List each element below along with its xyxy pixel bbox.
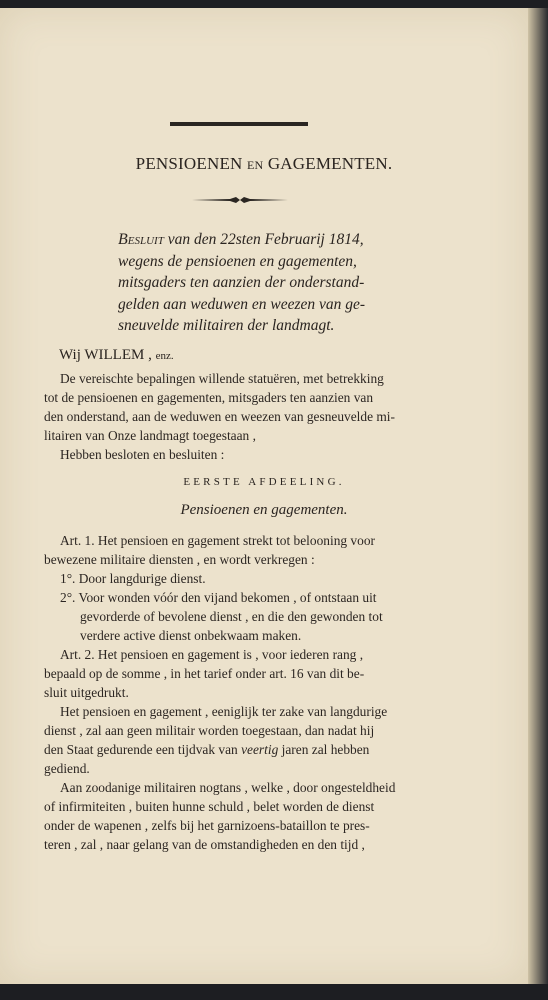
text-line: of infirmiteiten , buiten hunne schuld , belet worden de dienst — [44, 799, 375, 814]
paragraph-4 — [44, 778, 444, 854]
text-fragment: den Staat gedurende een tijdvak van — [44, 742, 238, 757]
text-line: teren , zal , naar gelang van de omstandigheden en den tijd , — [44, 837, 365, 852]
text-emphasis: veertig — [241, 742, 279, 757]
page-title — [0, 154, 528, 174]
text-line: tot de pensioenen en gagementen, mitsgaders ten aanzien van — [44, 390, 374, 405]
text-fragment: jaren zal hebben — [281, 742, 370, 757]
text-line: Art. 2. Het pensioen en gagement is , voor iederen rang , — [60, 647, 364, 662]
article-1 — [44, 531, 444, 645]
title-part-3: GAGEMENTEN. — [267, 154, 393, 173]
sovereign-line — [59, 347, 174, 364]
text-line: verdere active dienst onbekwaam maken. — [80, 628, 302, 643]
text-line: den onderstand, aan de weduwen en weezen van gesneuvelde mi- — [44, 409, 395, 424]
text-line: Hebben besloten en besluiten : — [60, 447, 225, 462]
sovereign-name: Wij WILLEM , — [59, 347, 152, 363]
decree-line: wegens de pensioenen en gagementen, — [118, 252, 357, 270]
text-line: bepaald op de somme , in het tarief onder art. 16 van dit be- — [44, 666, 365, 681]
text-line: Het pensioen en gagement , eeniglijk ter zake van langdurige — [60, 704, 388, 719]
text-line: sluit uitgedrukt. — [44, 685, 129, 700]
text-line: onder de wapenen , zelfs bij het garnizoens-bataillon te pres- — [44, 818, 370, 833]
decree-line: mitsgaders ten aanzien der onderstand- — [118, 274, 365, 291]
paragraph-3 — [44, 702, 444, 778]
text-line: gevorderde of bevolene dienst , en die den gewonden tot — [80, 609, 383, 624]
text-line: gediend. — [44, 761, 90, 776]
text-line: De vereischte bepalingen willende statuëren, met betrekking — [60, 371, 384, 386]
list-item: 2°. Voor wonden vóór den vijand bekomen , of ontstaan uit — [60, 590, 377, 605]
text-line: Aan zoodanige militairen nogtans , welke , door ongesteldheid — [60, 780, 396, 795]
section-heading: EERSTE AFDEELING. — [183, 476, 345, 488]
intro-paragraph — [44, 369, 444, 464]
text-line: dienst , zal aan geen militair worden toegestaan, dan nadat hij — [44, 723, 375, 738]
article-2 — [44, 645, 444, 702]
ornament-divider-icon — [190, 194, 290, 206]
decree-line: van den 22sten Februarij 1814, — [167, 231, 364, 248]
text-line: bewezene militaire diensten , en wordt verkregen : — [44, 552, 315, 567]
list-item: 1°. Door langdurige dienst. — [60, 571, 206, 586]
decree-lead: Besluit — [118, 231, 164, 248]
sovereign-enz: enz. — [155, 350, 174, 362]
title-part-2: EN — [246, 158, 264, 172]
document-page — [0, 8, 530, 984]
section-subtitle: Pensioenen en gagementen. — [180, 502, 348, 518]
decree-line: sneuvelde militairen der landmagt. — [118, 317, 335, 334]
text-line: litairen van Onze landmagt toegestaan , — [44, 428, 256, 443]
page-edge-shadow — [528, 8, 548, 984]
title-part-1: PENSIOENEN — [135, 154, 243, 173]
top-rule — [170, 122, 308, 126]
text-line: Art. 1. Het pensioen en gagement strekt tot belooning voor — [60, 533, 375, 548]
decree-title — [118, 229, 463, 337]
decree-line: gelden aan weduwen en weezen van ge- — [118, 295, 366, 313]
